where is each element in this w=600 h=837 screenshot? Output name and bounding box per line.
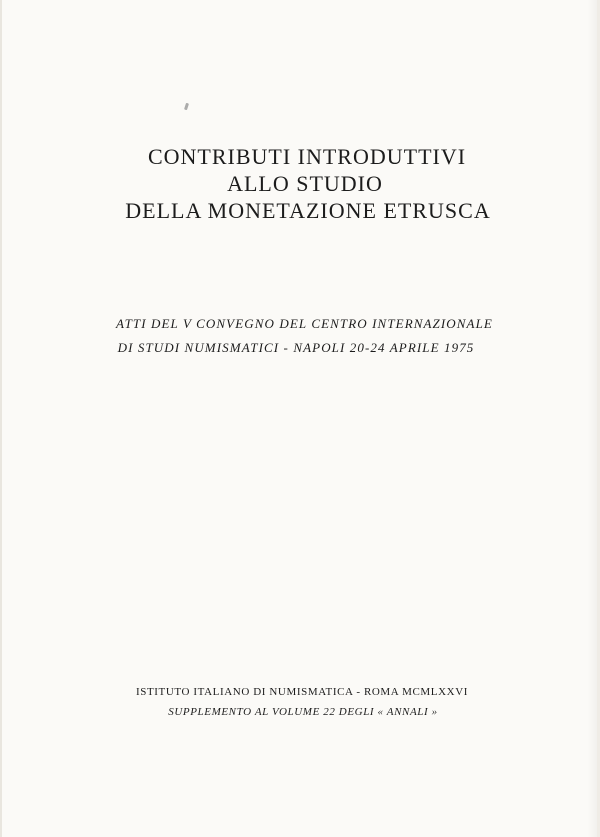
subtitle-line-2: DI STUDI NUMISMATICI - NAPOLI 20-24 APRILE 1975 bbox=[117, 340, 475, 355]
subtitle-line-1: ATTI DEL V CONVEGNO DEL CENTRO INTERNAZIONALE bbox=[116, 316, 493, 331]
conference-subtitle bbox=[2, 312, 600, 360]
title-line-3: DELLA MONETAZIONE ETRUSCA bbox=[125, 198, 491, 223]
supplement-line: SUPPLEMENTO AL VOLUME 22 DEGLI « ANNALI » bbox=[168, 706, 438, 718]
title-line-1: CONTRIBUTI INTRODUTTIVI bbox=[147, 144, 467, 169]
title-line-2: ALLO STUDIO bbox=[227, 171, 383, 196]
publisher-line: ISTITUTO ITALIANO DI NUMISMATICA - ROMA MCMLXXVI bbox=[135, 686, 469, 698]
book-title bbox=[2, 143, 600, 224]
publisher-footer bbox=[2, 682, 600, 722]
paper-speck bbox=[184, 103, 189, 111]
